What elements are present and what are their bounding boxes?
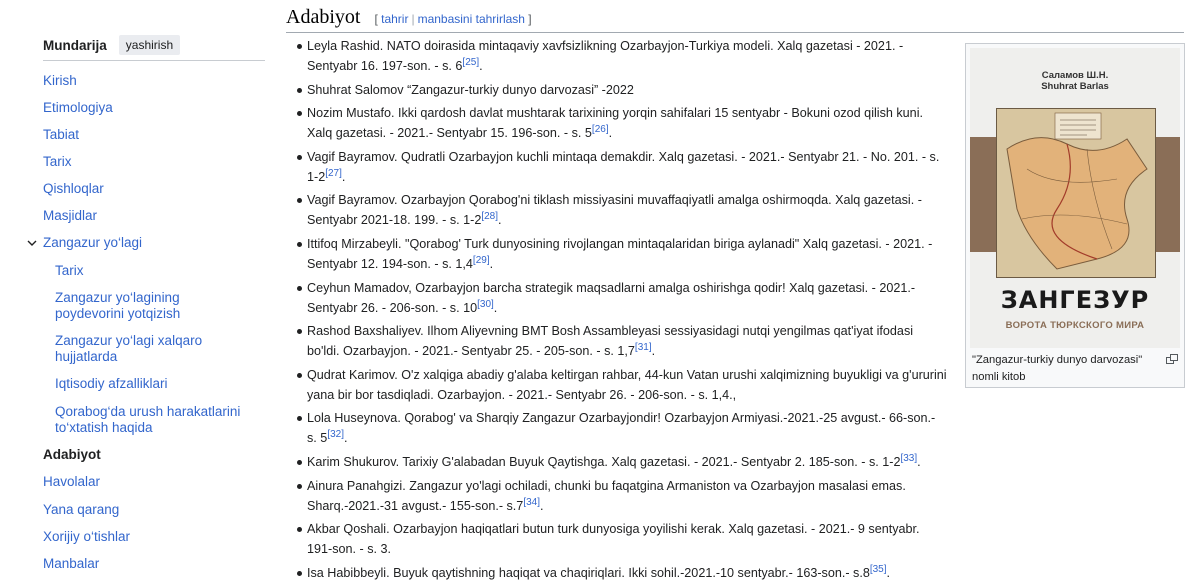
toc-item[interactable]: Adabiyot bbox=[43, 447, 101, 462]
map-icon bbox=[997, 109, 1156, 278]
toc-item[interactable]: Tabiat bbox=[43, 127, 80, 142]
toc-item[interactable]: Etimologiya bbox=[43, 100, 113, 115]
cover-author-cyrillic: Саламов Ш.Н. bbox=[1041, 70, 1109, 81]
toc-item[interactable]: Zangazur yo‘lagi xalqaro hujjatlarda bbox=[55, 333, 203, 364]
toc-divider bbox=[43, 60, 265, 61]
section-rule bbox=[286, 32, 1184, 33]
citation-link[interactable]: [30] bbox=[477, 298, 494, 310]
toc-title: Mundarija bbox=[43, 37, 107, 53]
reference-list bbox=[288, 36, 948, 586]
reference-text: Shuhrat Salomov “Zangazur-turkiy dunyo darvozasi” -2022 bbox=[307, 82, 634, 97]
citation-link[interactable]: [32] bbox=[327, 429, 344, 441]
toc-item[interactable]: Zangazur yo‘lagi bbox=[43, 235, 143, 250]
reference-text: Qudrat Karimov. O'z xalqiga abadiy g'alaba keltirgan rahbar, 44-kun Vatan urushi xalqimizning buyukligi va g'ururini yana bir bor tasdiqladi. Ozarbayjon. - 2021.- Sentyabr 26. - 206-son. - s. 1,4., bbox=[307, 367, 947, 402]
reference-text: Rashod Baxshaliyev. Ilhom Aliyevning BMT Bosh Assambleyasi sessiyasidagi nutqi yengilmas qat'iyat ifodasi bo'ldi. Ozarbayjon. - 2021.- Sentyabr 25. - 205-son. - s. 1,7 bbox=[307, 324, 914, 359]
citation-link[interactable]: [28] bbox=[481, 211, 499, 223]
reference-text: Leyla Rashid. NATO doirasida mintaqaviy xavfsizlikning Ozarbayjon-Turkiya modeli. Xalq gazetasi - 2021. - Sentyabr 16. 197-son. - s. 6 bbox=[307, 39, 904, 73]
reference-text: Nozim Mustafo. Ikki qardosh davlat mushtarak tarixining yorqin sahifalari 15 sentyabr - Bokuni ozod qilish kuni. Xalq gazetasi. - 2021.- Sentyabr 15. 196-son. - s. 5 bbox=[307, 106, 923, 141]
enlarge-icon[interactable] bbox=[1166, 354, 1178, 364]
citation-link[interactable]: [35] bbox=[869, 563, 887, 575]
book-thumbnail bbox=[965, 43, 1185, 388]
next-section-heading-partial bbox=[300, 574, 350, 580]
toc-item[interactable]: Qorabog‘da urush harakatlarini to‘xtatish haqida bbox=[55, 404, 241, 435]
toc-header bbox=[43, 35, 180, 55]
reference-tail: . bbox=[917, 454, 921, 469]
citation-link[interactable]: [31] bbox=[634, 341, 652, 353]
reference-item bbox=[288, 452, 948, 472]
reference-item bbox=[288, 80, 948, 100]
cover-subtitle: ВОРОТА ТЮРКСКОГО МИРА bbox=[1005, 320, 1145, 331]
reference-text: Ainura Panahgizi. Zangazur yo'lagi ochiladi, chunki bu faqatgina Armaniston va Ozarbayjon masalasi emas. Sharq.-2021.-31 avgust.- 155-son.- s.7 bbox=[307, 478, 906, 513]
reference-text: Vagif Bayramov. Ozarbayjon Qorabog'ni tiklash missiyasini muvaffaqiyatli amalga oshirmoqda. Xalq gazetasi. - Sentyabr 2021-18. 199. - s. 1-2 bbox=[307, 193, 922, 228]
reference-tail: . bbox=[493, 300, 498, 315]
reference-tail: . bbox=[479, 59, 483, 73]
reference-item bbox=[288, 103, 948, 143]
toc-item[interactable]: Iqtisodiy afzalliklari bbox=[55, 376, 168, 391]
reference-tail: . bbox=[886, 565, 891, 580]
toc-item[interactable]: Tarix bbox=[55, 263, 84, 278]
reference-tail: . bbox=[540, 498, 544, 513]
toc-item[interactable]: Manbalar bbox=[43, 556, 100, 571]
section-title: Adabiyot bbox=[286, 6, 361, 28]
reference-item bbox=[288, 36, 948, 76]
reference-item bbox=[288, 278, 948, 318]
toc-item[interactable]: Masjidlar bbox=[43, 208, 98, 223]
reference-tail: . bbox=[498, 213, 502, 228]
citation-link[interactable]: [26] bbox=[591, 124, 609, 135]
toc-item[interactable]: Qishloqlar bbox=[43, 181, 104, 196]
section-heading bbox=[286, 6, 532, 29]
reference-text: Karim Shukurov. Tarixiy G'alabadan Buyuk Qaytishga. Xalq gazetasi. - 2021.- Sentyabr 2. 185-son. - s. 1-2 bbox=[307, 454, 901, 469]
toc-item[interactable]: Tarix bbox=[43, 154, 72, 169]
toc-hide-button[interactable]: yashirish bbox=[119, 35, 180, 55]
reference-text: Ceyhun Mamadov, Ozarbayjon barcha strategik maqsadlarni amalga oshirishga qodir! Xalq gazetasi. - 2021.- Sentyabr 26. - 206-son. - s. 10 bbox=[307, 280, 916, 315]
reference-item bbox=[288, 476, 948, 516]
edit-links-separator: | bbox=[411, 12, 415, 26]
edit-source-link[interactable]: manbasini tahrirlash bbox=[417, 12, 525, 26]
cover-authors bbox=[970, 70, 1180, 92]
cover-author-latin: Shuhrat Barlas bbox=[1041, 81, 1109, 92]
reference-tail: . bbox=[608, 126, 613, 141]
edit-section-links: [ tahrir | manbasini tahrirlash ] bbox=[374, 12, 532, 26]
reference-text: Akbar Qoshali. Ozarbayjon haqiqatlari butun turk dunyosiga yoyilishi kerak. Xalq gazetasi. - 2021.- 9 sentyabr. 191-son. - s. 3. bbox=[307, 522, 920, 557]
toc-item[interactable]: Kirish bbox=[43, 73, 77, 88]
citation-link[interactable]: [25] bbox=[462, 56, 480, 68]
reference-item bbox=[288, 147, 948, 187]
reference-tail: . bbox=[341, 169, 346, 184]
cover-map-image bbox=[996, 108, 1156, 278]
reference-text: Ittifoq Mirzabeyli. "Qorabog' Turk dunyosining rivojlangan mintaqalaridan biriga aylanadi" Xalq gazetasi. - 2021. - Sentyabr 12. 194-son. - s. 1,4 bbox=[307, 236, 933, 271]
reference-item bbox=[288, 190, 948, 230]
cover-title: ЗАНГЕЗУР bbox=[1000, 286, 1150, 314]
reference-text: Vagif Bayramov. Qudratli Ozarbayjon kuchli mintaqa demakdir. Xalq gazetasi. - 2021.- Sentyabr 21. - No. 201. - s. 1-2 bbox=[307, 149, 940, 184]
reference-item bbox=[288, 234, 948, 274]
reference-item bbox=[288, 321, 948, 361]
reference-tail: . bbox=[651, 344, 656, 359]
toc-item[interactable]: Zangazur yo‘lagining poydevorini yotqizish bbox=[55, 290, 181, 321]
citation-link[interactable]: [34] bbox=[523, 496, 541, 508]
thumbnail-caption: "Zangazur-turkiy dunyo darvozasi" nomli kitob bbox=[972, 354, 1143, 383]
reference-tail: . bbox=[489, 256, 494, 271]
book-cover-image[interactable] bbox=[970, 48, 1180, 348]
chevron-down-icon[interactable] bbox=[26, 237, 38, 249]
reference-text: Lola Huseynova. Qorabog' va Sharqiy Zangazur Ozarbayjondir! Ozarbayjon Armiyasi.-2021.-25 avgust.- 66-son.- s. 5 bbox=[307, 411, 936, 446]
reference-item bbox=[288, 519, 948, 559]
edit-link[interactable]: tahrir bbox=[381, 12, 409, 26]
citation-link[interactable]: [27] bbox=[325, 167, 342, 179]
reference-text: Isa Habibbeyli. Buyuk qaytishning haqiqat va chaqiriqlari. Ikki sohil.-2021.-10 sentyabr.- 163-son.- s.8 bbox=[307, 565, 870, 580]
reference-item bbox=[288, 408, 948, 448]
toc-item[interactable]: Havolalar bbox=[43, 474, 101, 489]
citation-link[interactable]: [29] bbox=[472, 254, 490, 266]
toc-item[interactable]: Xorijiy o‘tishlar bbox=[43, 529, 131, 544]
reference-item bbox=[288, 365, 948, 405]
reference-tail: . bbox=[344, 431, 348, 446]
toc-item[interactable]: Yana qarang bbox=[43, 502, 120, 517]
citation-link[interactable]: [33] bbox=[900, 452, 918, 464]
